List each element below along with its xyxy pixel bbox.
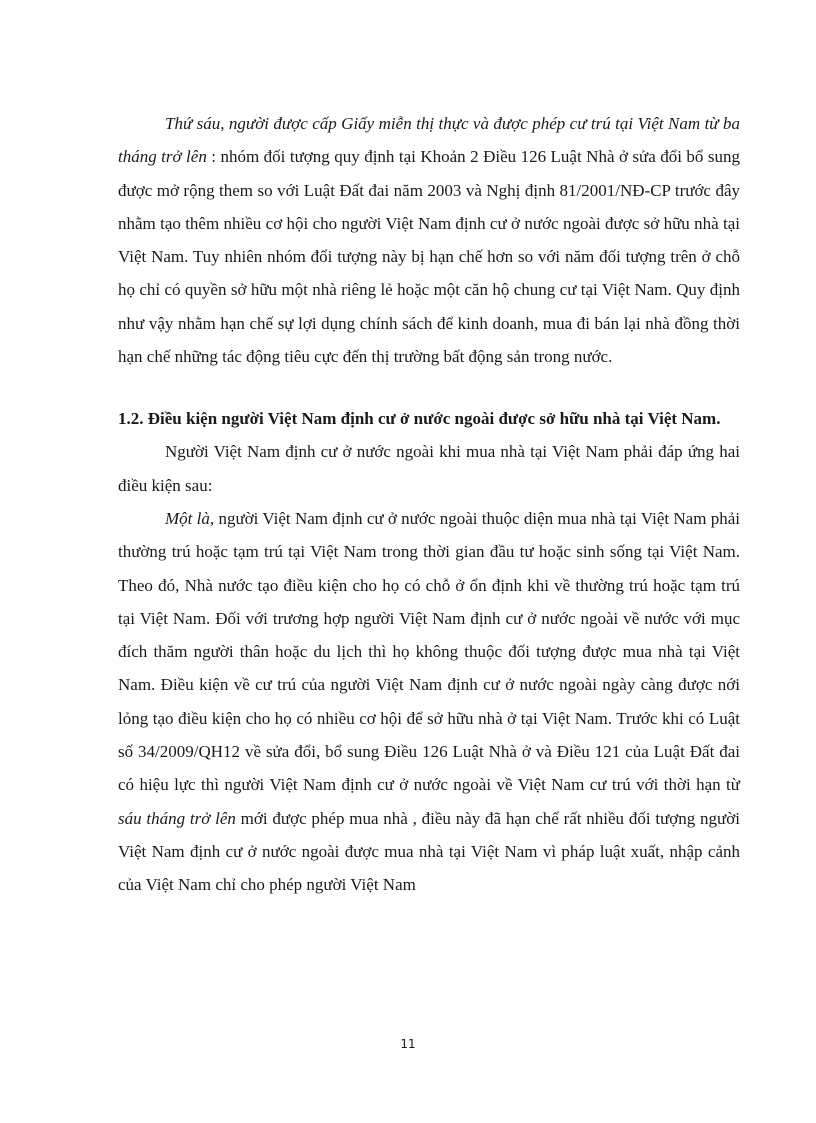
italic-phrase: sáu tháng trở lên <box>118 808 236 828</box>
paragraph-text-continued: mới được phép mua nhà , điều này đã hạn chế rất nhiều đối tượng người Việt Nam định cư ở nước ngoài được mua nhà tại Việt Nam vì pháp luật xuất, nhập cảnh của Việt Nam chỉ cho phép người Việt Nam <box>118 808 740 895</box>
section-heading: 1.2. Điều kiện người Việt Nam định cư ở nước ngoài được sở hữu nhà tại Việt Nam. <box>118 409 721 429</box>
paragraph-text: : nhóm đối tượng quy định tại Khoản 2 Điều 126 Luật Nhà ở sửa đổi bổ sung được mở rộng them so với Luật Đất đai năm 2003 và Nghị định 81/2001/NĐ-CP trước đây nhằm tạo thêm nhiều cơ hội cho người Việt Nam định cư ở nước ngoài được sở hữu nhà tại Việt Nam. Tuy nhiên nhóm đối tượng này bị hạn chế hơn so với năm đối tượng trên ở chỗ họ chỉ có quyền sở hữu một nhà riêng lẻ hoặc một căn hộ chung cư tại Việt Nam. Quy định như vậy nhằm hạn chế sự lợi dụng chính sách để kinh doanh, mua đi bán lại nhà đồng thời hạn chế những tác động tiêu cực đến thị trường bất động sản trong nước. <box>118 147 740 367</box>
paragraph-condition-one <box>118 502 740 902</box>
italic-lead: Thứ sáu, người được cấp Giấy miễn thị thực và được phép cư trú tại Việt Nam từ ba tháng trở lên <box>118 114 740 167</box>
paragraph-conditions-intro: Người Việt Nam định cư ở nước ngoài khi mua nhà tại Việt Nam phải đáp ứng hai điều kiện sau: <box>118 442 740 495</box>
italic-lead: Một là, <box>165 508 215 528</box>
paragraph-sixth-group <box>118 107 740 373</box>
document-body <box>118 107 740 902</box>
page-number: 11 <box>400 1037 416 1051</box>
paragraph-text: người Việt Nam định cư ở nước ngoài thuộc diện mua nhà tại Việt Nam phải thường trú hoặc tạm trú tại Việt Nam trong thời gian đầu tư hoặc sinh sống tại Việt Nam. Theo đó, Nhà nước tạo điều kiện cho họ có chỗ ở ổn định khi về thường trú hoặc tạm trú tại Việt Nam. Đối với trương hợp người Việt Nam định cư ở nước ngoài về nước với mục đích thăm người thân hoặc du lịch thì họ không thuộc đối tượng được mua nhà tại Việt Nam. Điều kiện về cư trú của người Việt Nam định cư ở nước ngoài ngày càng được nới lỏng tạo điều kiện cho họ có nhiều cơ hội để sở hữu nhà ở tại Việt Nam. Trước khi có Luật số 34/2009/QH12 về sửa đổi, bổ sung Điều 126 Luật Nhà ở và Điều 121 của Luật Đất đai có hiệu lực thì người Việt Nam định cư ở nước ngoài về Việt Nam cư trú với thời hạn từ <box>118 508 741 795</box>
